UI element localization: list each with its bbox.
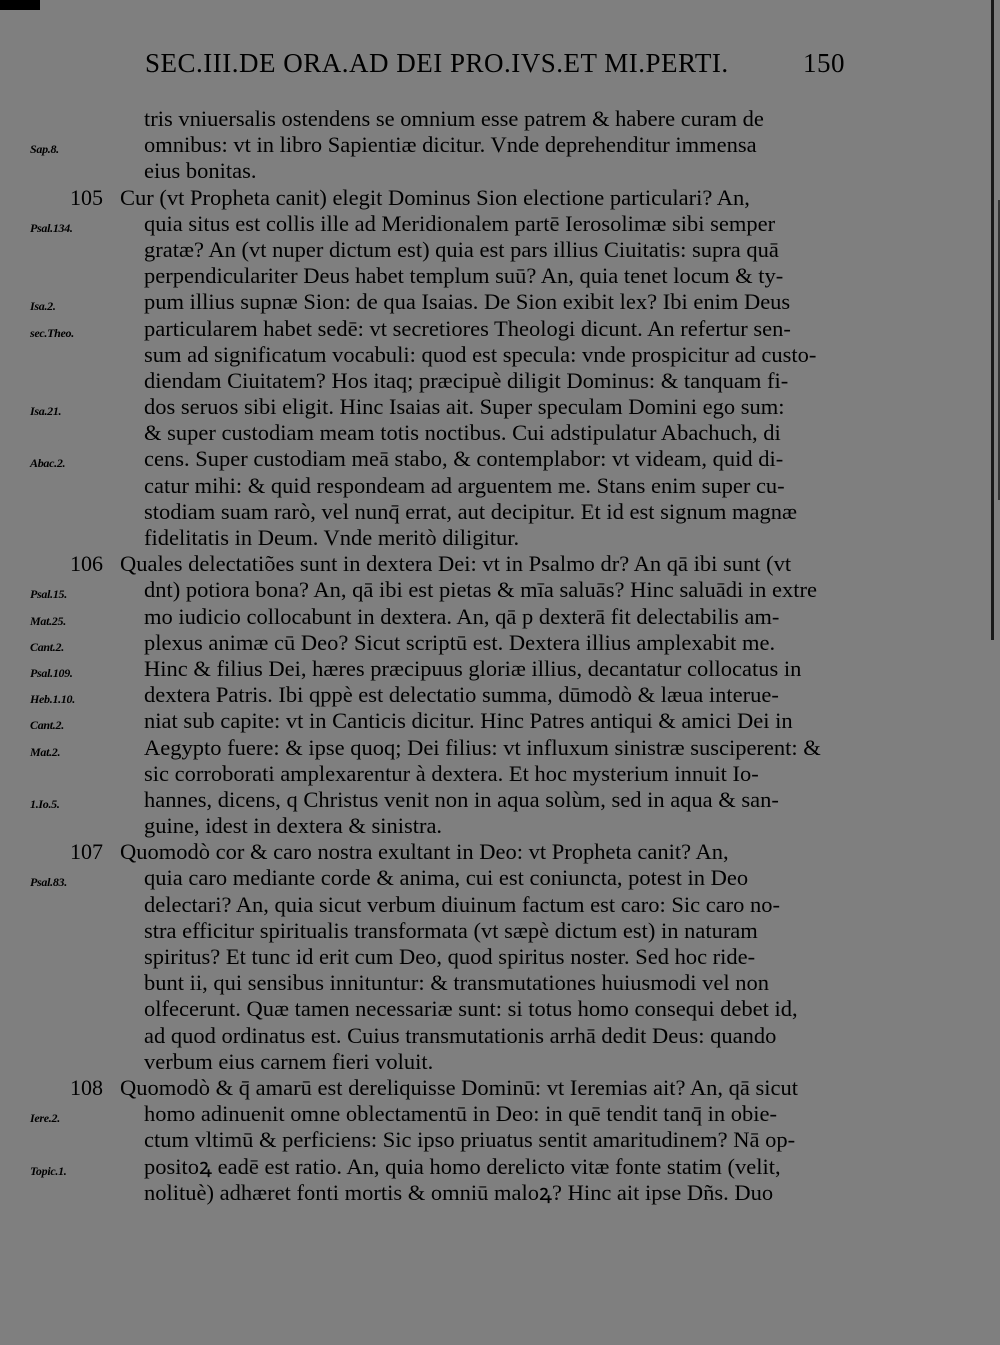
line-text: mo iudicio collocabunt in dextera. An, qā p dexterā fit delectabilis am- (144, 603, 780, 629)
line-text: gratæ? An (vt nuper dictum est) quia est pars illius Ciuitatis: supra quā (144, 236, 779, 262)
margin-note: Isa.21. (30, 404, 62, 419)
margin-note: Psal.83. (30, 875, 67, 890)
text-line (0, 446, 1000, 472)
line-text: & super custodiam meam totis noctibus. Cui adstipulatur Abachuch, di (144, 420, 781, 446)
margin-note: 1.Io.5. (30, 796, 60, 811)
text-line (0, 368, 1000, 394)
line-text: stodiam suam rarò, vel nunq̄ errat, aut decipitur. Et id est signum magnæ (144, 498, 797, 524)
text-line (0, 158, 1000, 184)
text-line (0, 708, 1000, 734)
text-line (0, 813, 1000, 839)
text-line (0, 342, 1000, 368)
margin-note: Cant.2. (30, 718, 64, 733)
question-number: 105 (70, 184, 103, 210)
line-text: eius bonitas. (144, 158, 257, 184)
text-line (0, 551, 1000, 577)
folio-number: 150 (803, 48, 845, 78)
running-header (145, 48, 845, 79)
text-line (0, 499, 1000, 525)
text-line (0, 996, 1000, 1022)
text-line (0, 263, 1000, 289)
text-line (0, 211, 1000, 237)
text-line (0, 1049, 1000, 1075)
text-line (0, 185, 1000, 211)
text-line (0, 525, 1000, 551)
margin-note: Mat.25. (30, 613, 66, 628)
text-line (0, 630, 1000, 656)
line-text: sum ad significatum vocabuli: quod est specula: vnde prospicitur ad custo- (144, 341, 817, 367)
text-line (0, 1180, 1000, 1206)
text-line (0, 577, 1000, 603)
text-line (0, 839, 1000, 865)
line-text: catur mihi: & quid respondeam ad arguentem me. Stans enim super cu- (144, 472, 785, 498)
text-line (0, 1075, 1000, 1101)
text-line (0, 787, 1000, 813)
body-text (0, 106, 1000, 1206)
line-text: quia situs est collis ille ad Meridionalem partē Ierosolimæ sibi semper (144, 210, 776, 236)
text-line (0, 1154, 1000, 1180)
text-line (0, 970, 1000, 996)
line-text: diendam Ciuitatem? Hos itaq; præcipuè diligit Dominus: & tanquam fi- (144, 367, 789, 393)
line-text: dextera Patris. Ibi qppè est delectatio summa, dūmodò & læua interue- (144, 682, 779, 708)
text-line (0, 106, 1000, 132)
line-text: fidelitatis in Deum. Vnde meritò diligitur. (144, 525, 520, 550)
line-text: Hinc & filius Dei, hæres præcipuus gloriæ illius, decantatur collocatus in (144, 655, 802, 681)
text-line (0, 892, 1000, 918)
margin-note: Psal.109. (30, 665, 73, 680)
text-line (0, 420, 1000, 446)
line-text: particularem habet sedē: vt secretiores Theologi dicunt. An refertur sen- (144, 315, 791, 341)
line-text: nolituè) adhæret fonti mortis & omniū maloꝝ? Hinc ait ipse Dñs. Duo (144, 1179, 774, 1205)
text-line (0, 944, 1000, 970)
text-line (0, 1023, 1000, 1049)
text-line (0, 316, 1000, 342)
margin-note: Psal.15. (30, 587, 67, 602)
line-text: homo adinuenit omne oblectamentū in Deo: in quē tendit tanq̄ in obie- (144, 1101, 777, 1127)
text-line (0, 918, 1000, 944)
running-title: SEC.III.DE ORA.AD DEI PRO.IVS.ET MI.PERTI. (145, 48, 729, 78)
page-corner-shadow (0, 0, 40, 10)
text-line (0, 473, 1000, 499)
question-number: 108 (70, 1074, 103, 1100)
line-text: positoꝝ eadē est ratio. An, quia homo derelicto vitæ fonte statim (velit, (144, 1153, 781, 1179)
margin-note: Mat.2. (30, 744, 61, 759)
text-line (0, 394, 1000, 420)
text-line (0, 656, 1000, 682)
margin-note: Heb.1.10. (30, 692, 75, 707)
margin-note: Cant.2. (30, 639, 64, 654)
margin-note: Abac.2. (30, 456, 66, 471)
line-text: Aegypto fuere: & ipse quoq; Dei filius: vt influxum sinistræ susciperent: & (144, 734, 821, 760)
text-line (0, 735, 1000, 761)
line-text: omnibus: vt in libro Sapientiæ dicitur. Vnde deprehenditur immensa (144, 132, 757, 158)
text-line (0, 289, 1000, 315)
text-line (0, 604, 1000, 630)
line-text: guine, idest in dextera & sinistra. (144, 813, 443, 839)
margin-note: Isa.2. (30, 299, 56, 314)
line-text: Quomodò cor & caro nostra exultant in Deo: vt Propheta canit? An, (120, 839, 729, 865)
margin-note: Iere.2. (30, 1111, 60, 1126)
line-text: ctum vltimū & perficiens: Sic ipso priuatus sentit amaritudinem? Nā op- (144, 1127, 796, 1153)
line-text: dos seruos sibi eligit. Hinc Isaias ait. Super speculam Domini ego sum: (144, 394, 785, 420)
line-text: Cur (vt Propheta canit) elegit Dominus Sion electione particulari? An, (120, 184, 750, 210)
margin-note: Sap.8. (30, 142, 59, 157)
line-text: dnt) potiora bona? An, qā ibi est pietas & mīa saluās? Hinc saluādi in extre (144, 577, 817, 603)
text-line (0, 132, 1000, 158)
line-text: spiritus? Et tunc id erit cum Deo, quod spiritus noster. Sed hoc ride- (144, 944, 756, 969)
line-text: pum illius supnæ Sion: de qua Isaias. De Sion exibit lex? Ibi enim Deus (144, 289, 791, 315)
line-text: verbum eius carnem fieri voluit. (144, 1048, 434, 1074)
margin-note: Psal.134. (30, 220, 73, 235)
text-line (0, 237, 1000, 263)
question-number: 107 (70, 839, 103, 865)
margin-note: Topic.1. (30, 1163, 67, 1178)
line-text: olfecerunt. Quæ tamen necessariæ sunt: si totus homo consequi debet id, (144, 996, 798, 1022)
text-line (0, 1101, 1000, 1127)
line-text: perpendiculariter Deus habet templum suū? An, quia tenet locum & ty- (144, 263, 784, 289)
line-text: niat sub capite: vt in Canticis dicitur. Hinc Patres antiqui & amici Dei in (144, 708, 793, 734)
question-number: 106 (70, 551, 103, 577)
margin-note: sec.Theo. (30, 325, 74, 340)
text-line (0, 865, 1000, 891)
line-text: ad quod ordinatus est. Cuius transmutationis arrhā dedit Deus: quando (144, 1022, 777, 1048)
line-text: Quales delectatiões sunt in dextera Dei: vt in Psalmo dr? An qā ibi sunt (vt (120, 551, 792, 577)
line-text: hannes, dicens, q Christus venit non in aqua solùm, sed in aqua & san- (144, 786, 779, 812)
line-text: bunt ii, qui sensibus innituntur: & transmutationes huiusmodi vel non (144, 970, 769, 996)
line-text: delectari? An, quia sicut verbum diuinum factum est caro: Sic caro no- (144, 891, 781, 917)
line-text: quia caro mediante corde & anima, cui est coniuncta, potest in Deo (144, 865, 749, 891)
text-line (0, 761, 1000, 787)
line-text: stra efficitur spiritualis transformata (vt sæpè dictum est) in naturam (144, 917, 758, 943)
text-line (0, 1127, 1000, 1153)
line-text: tris vniuersalis ostendens se omnium esse patrem & habere curam de (144, 106, 764, 131)
line-text: plexus animæ cū Deo? Sicut scriptū est. Dextera illius amplexabit me. (144, 629, 776, 655)
line-text: Quomodò & q̄ amarū est dereliquisse Dominū: vt Ieremias ait? An, qā sicut (120, 1074, 798, 1100)
text-line (0, 682, 1000, 708)
line-text: sic corroborati amplexarentur à dextera. Et hoc mysterium innuit Io- (144, 760, 759, 786)
line-text: cens. Super custodiam meā stabo, & contemplabor: vt videam, quid di- (144, 446, 784, 472)
